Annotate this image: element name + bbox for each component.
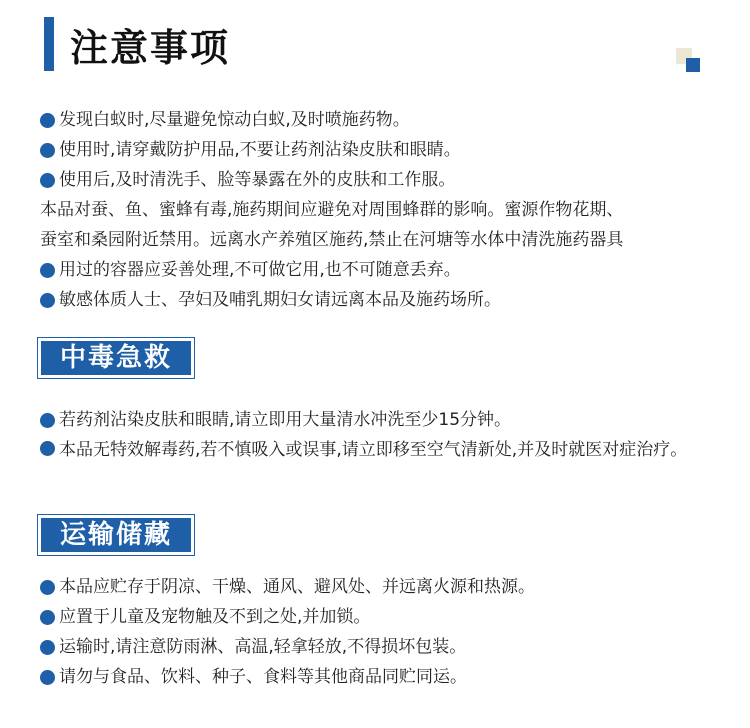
main-header	[44, 16, 230, 72]
bullet-dot-icon	[40, 580, 55, 595]
storage-item	[40, 572, 740, 602]
bullet-dot-icon	[40, 413, 55, 428]
ornament-front-square	[686, 58, 700, 72]
bullet-dot-icon	[40, 441, 55, 456]
first-aid-section	[40, 405, 740, 465]
precaution-item	[40, 165, 740, 195]
bullet-dot-icon	[40, 670, 55, 685]
storage-item	[40, 632, 740, 662]
precaution-item	[40, 225, 740, 255]
bullet-dot-icon	[40, 263, 55, 278]
storage-text: 本品应贮存于阴凉、干燥、通风、避风处、并远离火源和热源。	[59, 577, 535, 597]
precaution-text: 敏感体质人士、孕妇及哺乳期妇女请远离本品及施药场所。	[59, 290, 501, 310]
storage-text: 请勿与食品、饮料、种子、食料等其他商品同贮同运。	[59, 667, 467, 687]
transport-storage-section	[40, 572, 740, 692]
precaution-text: 蚕室和桑园附近禁用。远离水产养殖区施药,禁止在河塘等水体中清洗施药器具	[40, 230, 624, 250]
precaution-text: 发现白蚁时,尽量避免惊动白蚁,及时喷施药物。	[59, 110, 410, 130]
precaution-item	[40, 255, 740, 285]
precautions-section	[40, 105, 740, 315]
bullet-dot-icon	[40, 293, 55, 308]
storage-item	[40, 662, 740, 692]
bullet-dot-icon	[40, 173, 55, 188]
precaution-item	[40, 105, 740, 135]
precaution-item	[40, 195, 740, 225]
bullet-dot-icon	[40, 113, 55, 128]
bullet-dot-icon	[40, 143, 55, 158]
precaution-text: 本品对蚕、鱼、蜜蜂有毒,施药期间应避免对周围蜂群的影响。蜜源作物花期、	[40, 200, 624, 220]
precaution-item	[40, 285, 740, 315]
bullet-dot-icon	[40, 640, 55, 655]
storage-text: 应置于儿童及宠物触及不到之处,并加锁。	[59, 607, 371, 627]
first-aid-heading: 中毒急救	[38, 338, 194, 378]
title-accent-bar	[44, 17, 54, 71]
first-aid-text: 本品无特效解毒药,若不慎吸入或误事,请立即移至空气清新处,并及时就医对症治疗。	[59, 440, 688, 460]
first-aid-text: 若药剂沾染皮肤和眼睛,请立即用大量清水冲洗至少15分钟。	[59, 410, 512, 430]
page-title: 注意事项	[70, 24, 231, 70]
precaution-text: 使用后,及时清洗手、脸等暴露在外的皮肤和工作服。	[59, 170, 456, 190]
first-aid-item	[40, 435, 730, 465]
bullet-dot-icon	[40, 610, 55, 625]
first-aid-item	[40, 405, 740, 435]
storage-item	[40, 602, 740, 632]
corner-ornament-icon	[676, 48, 700, 72]
transport-storage-heading: 运输储藏	[38, 515, 194, 555]
precaution-item	[40, 135, 740, 165]
storage-text: 运输时,请注意防雨淋、高温,轻拿轻放,不得损坏包装。	[59, 637, 467, 657]
precaution-text: 用过的容器应妥善处理,不可做它用,也不可随意丢弃。	[59, 260, 461, 280]
precaution-text: 使用时,请穿戴防护用品,不要让药剂沾染皮肤和眼睛。	[59, 140, 461, 160]
